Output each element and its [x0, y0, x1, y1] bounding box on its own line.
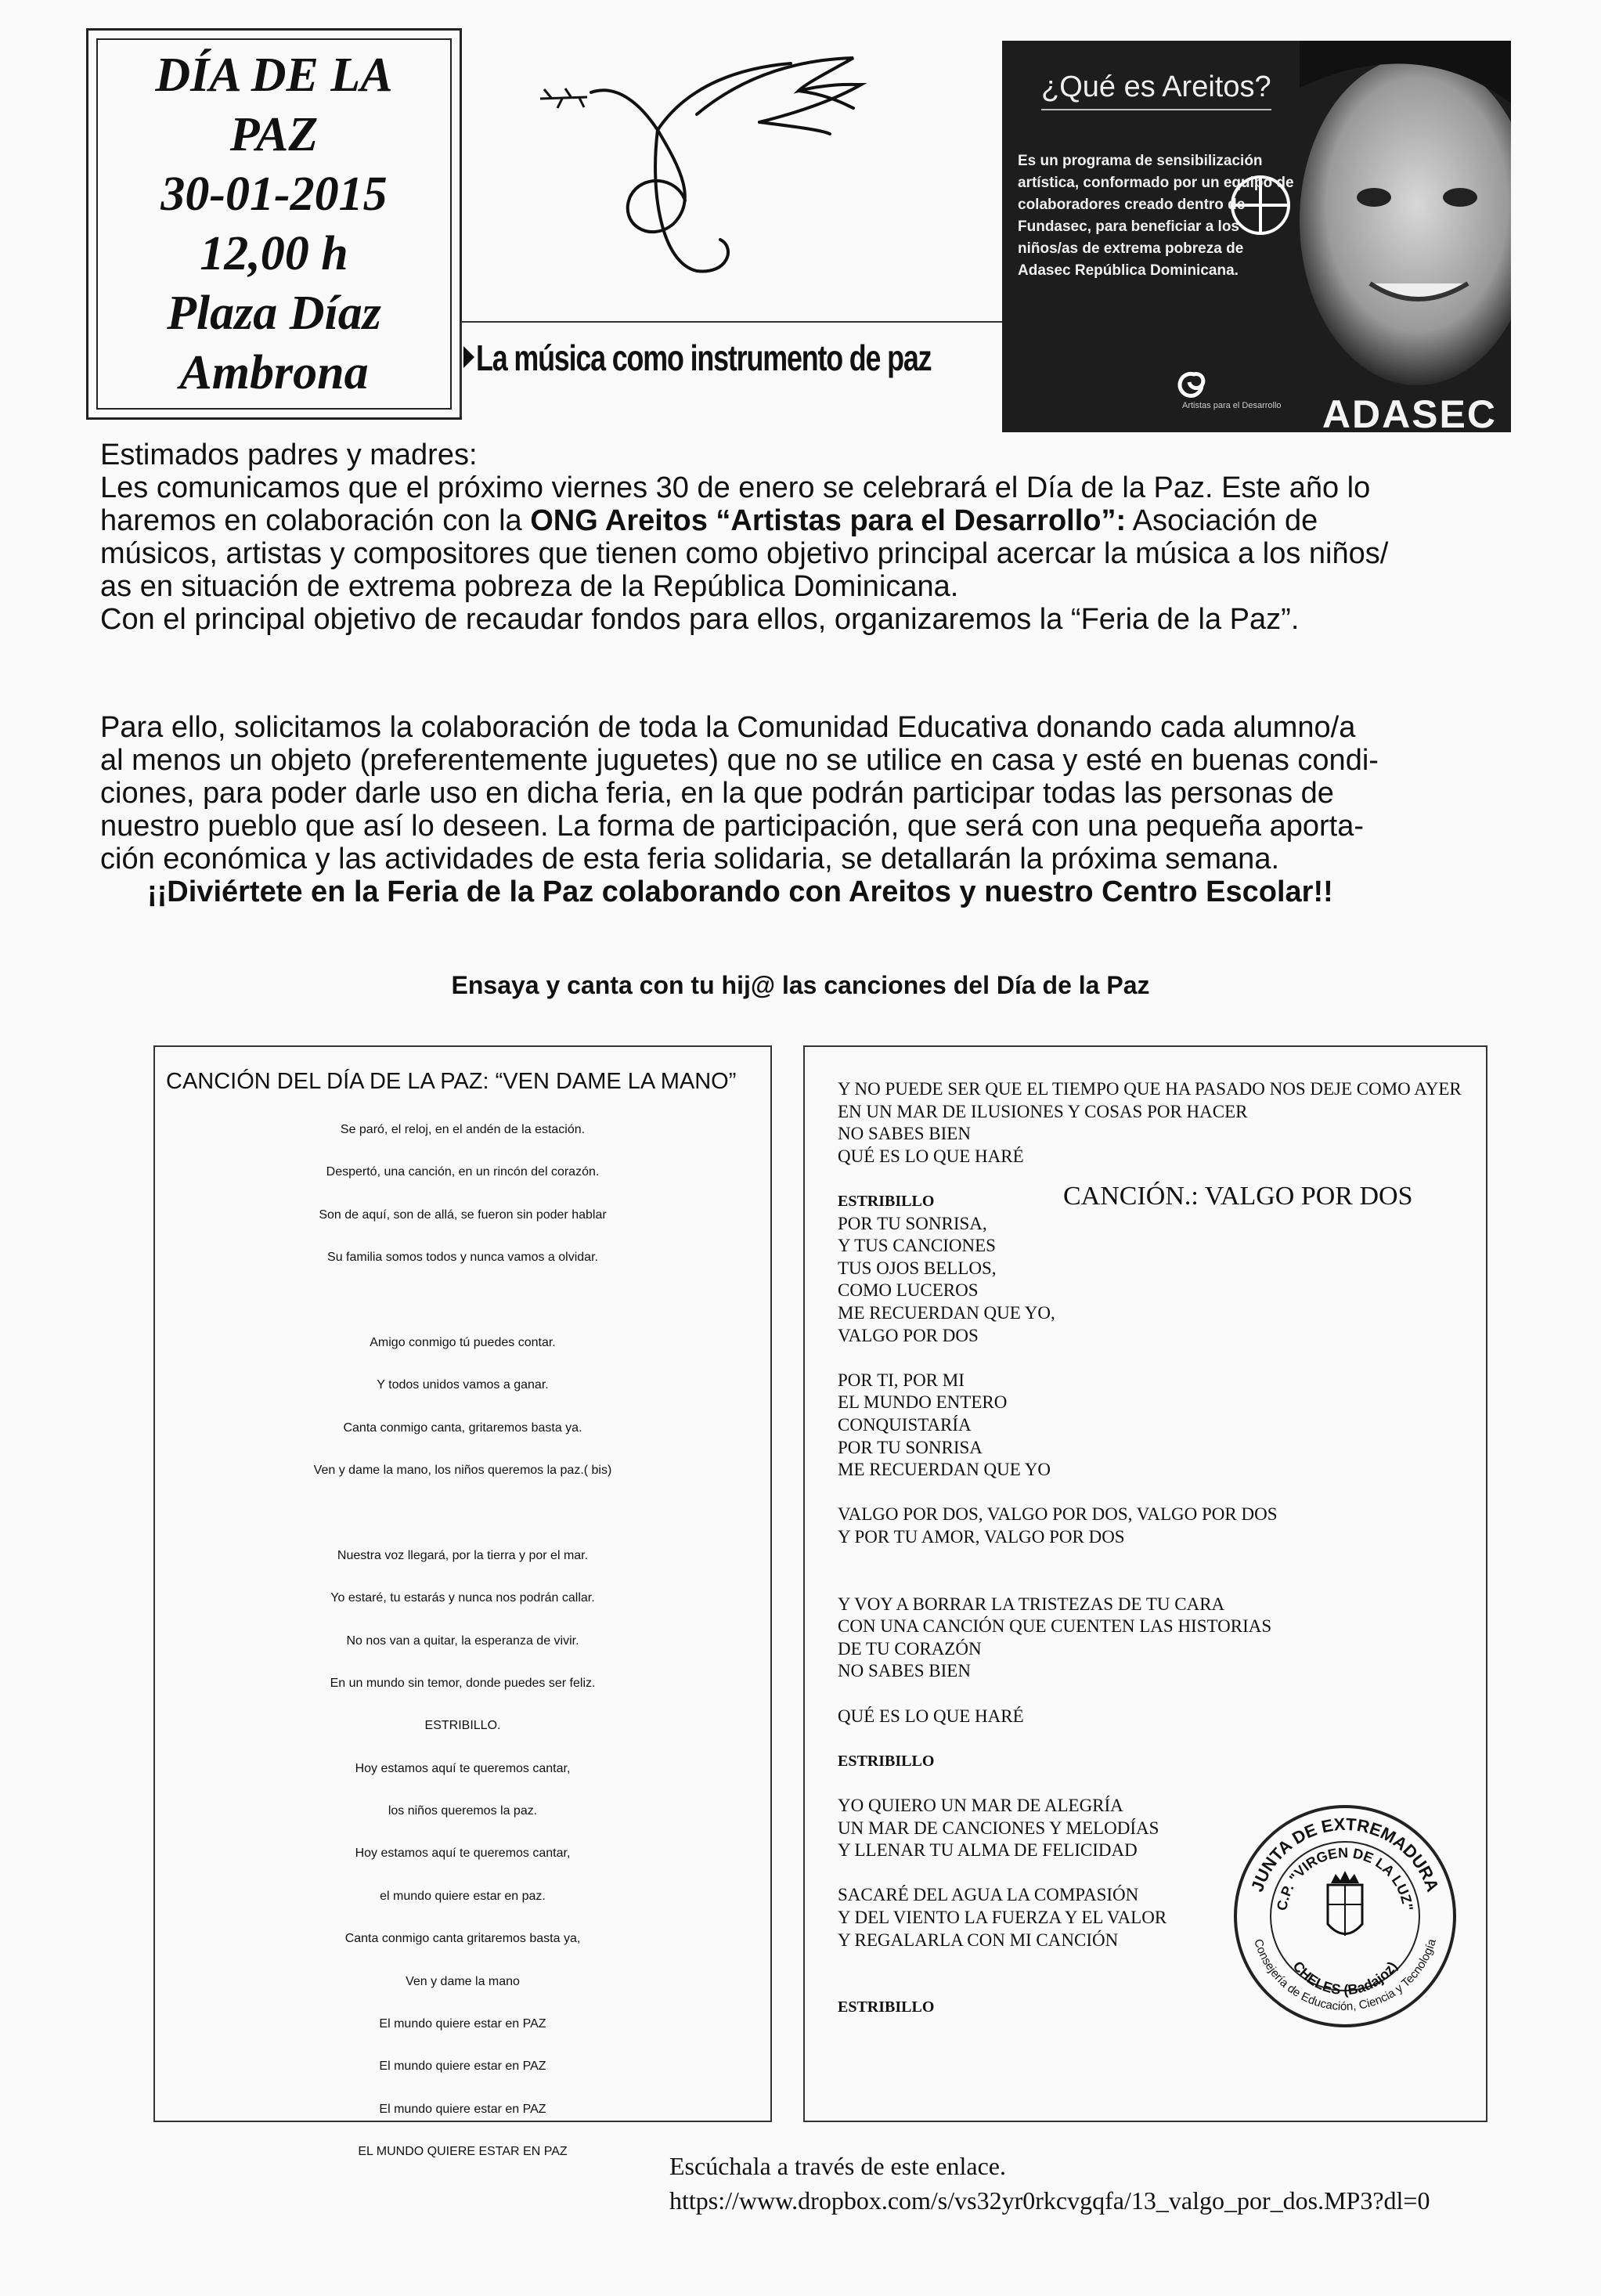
lyric-line — [155, 1949, 770, 1970]
lyric-line — [155, 1439, 770, 1460]
lyric-line: Y LLENAR TU ALMA DE FELICIDAD — [838, 1840, 1138, 1861]
lyric-line — [155, 1140, 770, 1161]
lyric-line: No nos van a quitar, la esperanza de vivir. — [346, 1634, 579, 1648]
lyric-line: El mundo quiere estar en PAZ — [379, 2060, 546, 2074]
lyric-line: VALGO POR DOS — [838, 1325, 979, 1345]
lyric-line: Yo estaré, tu estarás y nunca nos podrán callar. — [330, 1591, 595, 1605]
lyric-line: Son de aquí, son de allá, se fueron sin poder hablar — [319, 1208, 607, 1222]
lyric-line: Y TUS CANCIONES — [838, 1236, 996, 1256]
lyric-line — [155, 1821, 770, 1843]
event-title — [96, 38, 452, 410]
song2-title: CANCIÓN.: VALGO POR DOS — [1063, 1182, 1413, 1211]
lyric-line: YO QUIERO UN MAR DE ALEGRÍA — [838, 1796, 1123, 1815]
lyric-line: Hoy estamos aquí te queremos cantar, — [355, 1847, 571, 1861]
lyric-line: Y DEL VIENTO LA FUERZA Y EL VALOR — [838, 1907, 1167, 1927]
song1-lyrics — [155, 1119, 770, 2162]
song-valgo-por-dos — [803, 1045, 1487, 2122]
lyric-line: EL MUNDO QUIERE ESTAR EN PAZ — [358, 2145, 568, 2158]
lyric-line: Y NO PUEDE SER QUE EL TIEMPO QUE HA PASADO NOS DEJE COMO AYER — [838, 1079, 1462, 1099]
lyric-line: CONQUISTARÍA — [838, 1414, 972, 1435]
letter-paragraph-2 — [100, 711, 1509, 908]
lyric-line: Y POR TU AMOR, VALGO POR DOS — [838, 1526, 1125, 1547]
lyric-line — [838, 1772, 1462, 1795]
footer-label: Escúchala a través de este enlace. — [669, 2152, 1006, 2180]
lyric-line — [155, 1311, 770, 1332]
lyric-line: COMO LUCEROS — [838, 1280, 979, 1301]
letter-line: haremos en colaboración con la ONG Areitos “Artistas para el Desarrollo”: Asociación de — [100, 504, 1318, 537]
letter-line: ción económica y las actividades de esta feria solidaria, se detallarán la próxima semana. — [100, 843, 1280, 875]
lyric-line: En un mundo sin temor, donde puedes ser feliz. — [330, 1676, 596, 1690]
lyric-line — [155, 1268, 770, 1289]
title-line: Ambrona — [179, 346, 369, 399]
lyric-line: Amigo conmigo tú puedes contar. — [370, 1335, 556, 1349]
lyric-line — [155, 1566, 770, 1587]
ong-name: ONG Areitos “Artistas para el Desarrollo”: — [530, 504, 1127, 537]
event-title-box — [86, 28, 462, 420]
svg-text:JUNTA DE EXTREMADURA: JUNTA DE EXTREMADURA — [1247, 1814, 1443, 1894]
areitos-tagline: Artistas para el Desarrollo — [1182, 401, 1282, 410]
letter-line: ciones, para poder darle uso en dicha feria, en la que podrán participar todas las personas de — [100, 777, 1334, 810]
letter-line: Para ello, solicitamos la colaboración de toda la Comunidad Educativa donando cada alumno/a — [100, 711, 1356, 744]
lyric-line — [155, 1608, 770, 1630]
svg-text:CHELES (Badajoz): CHELES (Badajoz) — [1289, 1958, 1401, 1998]
lyric-line: Y todos unidos vamos a ganar. — [377, 1378, 549, 1392]
greeting: Estimados padres y madres: — [100, 439, 478, 471]
lyric-line: Su familia somos todos y nunca vamos a olvidar. — [327, 1251, 598, 1265]
lyric-line — [155, 1992, 770, 2013]
lyric-line: POR TU SONRISA — [838, 1437, 983, 1457]
lyric-line: SACARÉ DEL AGUA LA COMPASIÓN — [838, 1885, 1139, 1905]
lyric-line: Nuestra voz llegará, por la tierra y por el mar. — [337, 1548, 589, 1562]
lyric-line: Canta conmigo canta, gritaremos basta ya. — [343, 1421, 582, 1435]
lyric-line — [155, 1502, 770, 1523]
lyric-line — [155, 2034, 770, 2056]
lyric-line: el mundo quiere estar en paz. — [380, 1889, 546, 1903]
title-line: Plaza Díaz — [167, 287, 381, 340]
lyric-line — [155, 1290, 770, 1311]
adasec-brand: ADASEC — [1322, 392, 1497, 432]
song-ven-dame-la-mano — [153, 1045, 772, 2158]
lyric-line: Ven y dame la mano, los niños queremos la paz.( bis) — [313, 1464, 612, 1477]
chorus-label: ESTRIBILLO — [838, 1998, 935, 2016]
areitos-info-panel — [1002, 41, 1511, 432]
footer — [669, 2149, 1570, 2218]
lyric-line: QUÉ ES LO QUE HARÉ — [838, 1706, 1024, 1726]
letter-line: Les comunicamos que el próximo viernes 30 de enero se celebrará el Día de la Paz. Este año lo — [100, 471, 1371, 504]
lyric-line — [838, 1571, 1462, 1594]
lyric-line: EL MUNDO ENTERO — [838, 1392, 1008, 1413]
arrow-right-icon — [463, 346, 474, 368]
letter-line: nuestro pueblo que así lo deseen. La forma de participación, que será con una pequeña aporta- — [100, 810, 1365, 843]
letter-paragraph-1 — [100, 439, 1509, 636]
title-line: 30-01-2015 — [160, 168, 388, 221]
lyric-line — [838, 1683, 1462, 1706]
areitos-question: ¿Qué es Areitos? — [1041, 70, 1271, 110]
chorus-label: ESTRIBILLO — [838, 1192, 935, 1210]
lyric-line: Ven y dame la mano — [406, 1974, 520, 1988]
lyric-line: VALGO POR DOS, VALGO POR DOS, VALGO POR DOS — [838, 1504, 1278, 1525]
lyric-line — [155, 1395, 770, 1417]
lyric-line — [155, 1779, 770, 1800]
letter-line: Con el principal objetivo de recaudar fondos para ellos, organizaremos la “Feria de la Paz”. — [100, 603, 1300, 636]
lyric-line: NO SABES BIEN — [838, 1124, 971, 1144]
svg-text:C.P. "VIRGEN DE LA LUZ": C.P. "VIRGEN DE LA LUZ" — [1274, 1844, 1416, 1912]
lyric-line: CON UNA CANCIÓN QUE CUENTEN LAS HISTORIAS — [838, 1616, 1272, 1637]
lyric-line — [155, 1652, 770, 1673]
song1-title: CANCIÓN DEL DÍA DE LA PAZ: “VEN DAME LA MANO” — [166, 1069, 737, 1094]
lyric-line: ESTRIBILLO. — [424, 1719, 501, 1733]
lyric-line — [155, 1481, 770, 1502]
lyric-line: UN MAR DE CANCIONES Y MELODÍAS — [838, 1818, 1159, 1838]
slogan-text: La música como instrumento de paz — [476, 338, 932, 378]
lyric-line: El mundo quiere estar en PAZ — [379, 2102, 546, 2116]
lyric-line: los niños queremos la paz. — [388, 1804, 538, 1818]
title-line: DÍA DE LA — [155, 49, 393, 102]
audio-link[interactable]: https://www.dropbox.com/s/vs32yr0rkcvgqfa/13_valgo_por_dos.MP3?dl=0 — [669, 2186, 1430, 2215]
lyric-line: NO SABES BIEN — [838, 1661, 971, 1681]
school-stamp — [1228, 1799, 1462, 2034]
letter-line: as en situación de extrema pobreza de la República Dominicana. — [100, 570, 959, 603]
lyric-line — [155, 1736, 770, 1757]
highlight-message: ¡¡Diviértete en la Feria de la Paz colaborando con Areitos y nuestro Centro Escolar!! — [147, 875, 1333, 908]
lyric-line — [155, 2077, 770, 2098]
lyric-line — [155, 1183, 770, 1204]
lyric-line — [838, 1482, 1462, 1504]
lyric-line: ME RECUERDAN QUE YO — [838, 1460, 1051, 1480]
lyric-line: Canta conmigo canta gritaremos basta ya, — [344, 1932, 581, 1946]
svg-text:Consejería de Educación, Cienc: Consejería de Educación, Ciencia y Tecnología — [1251, 1937, 1439, 2014]
lyric-line — [155, 1907, 770, 1928]
areitos-description: Es un programa de sensibilización artística, conformado por un equipo de colaboradores creado dentro de Fundasec, para beneficiar a los niños/as de extrema pobreza de Adasec República Dominicana. — [1018, 153, 1294, 279]
lyric-line: Se paró, el reloj, en el andén de la estación. — [340, 1123, 586, 1136]
peace-dove-logo — [462, 36, 1002, 318]
letter-line: músicos, artistas y compositores que tienen como objetivo principal acercar la música a los niños/ — [100, 537, 1389, 570]
title-line: PAZ — [229, 108, 319, 161]
lyric-line — [155, 1226, 770, 1247]
lyric-line: TUS OJOS BELLOS, — [838, 1258, 997, 1278]
lyric-line: Despertó, una canción, en un rincón del corazón. — [326, 1165, 600, 1179]
lyric-line: Y VOY A BORRAR LA TRISTEZAS DE TU CARA — [838, 1594, 1225, 1614]
lyric-line: ME RECUERDAN QUE YO, — [838, 1302, 1055, 1323]
lyric-line: EN UN MAR DE ILUSIONES Y COSAS POR HACER — [838, 1101, 1248, 1121]
lyric-line: QUÉ ES LO QUE HARÉ — [838, 1146, 1024, 1166]
title-line: 12,00 h — [200, 227, 348, 280]
lyric-line — [155, 1524, 770, 1545]
lyric-line — [838, 1727, 1462, 1750]
song-instruction: Ensaya y canta con tu hij@ las canciones del Día de la Paz — [451, 971, 1150, 999]
lyric-line — [155, 1353, 770, 1374]
lyric-line — [155, 2120, 770, 2141]
chorus-label: ESTRIBILLO — [838, 1752, 935, 1770]
lyric-line: POR TI, POR MI — [838, 1370, 965, 1390]
lyric-line: DE TU CORAZÓN — [838, 1638, 982, 1659]
lyric-line — [838, 1548, 1462, 1571]
lyric-line: POR TU SONRISA, — [838, 1213, 987, 1233]
letter-line: al menos un objeto (preferentemente juguetes) que no se utilice en casa y esté en buenas condi- — [100, 744, 1379, 777]
lyric-line: El mundo quiere estar en PAZ — [379, 2016, 546, 2031]
lyric-line — [155, 1865, 770, 1886]
lyric-line: Hoy estamos aquí te queremos cantar, — [355, 1761, 571, 1775]
slogan-bar — [460, 321, 1002, 417]
lyric-line — [155, 1694, 770, 1715]
lyric-line: Y REGALARLA CON MI CANCIÓN — [838, 1930, 1119, 1950]
lyric-line — [838, 1347, 1462, 1370]
